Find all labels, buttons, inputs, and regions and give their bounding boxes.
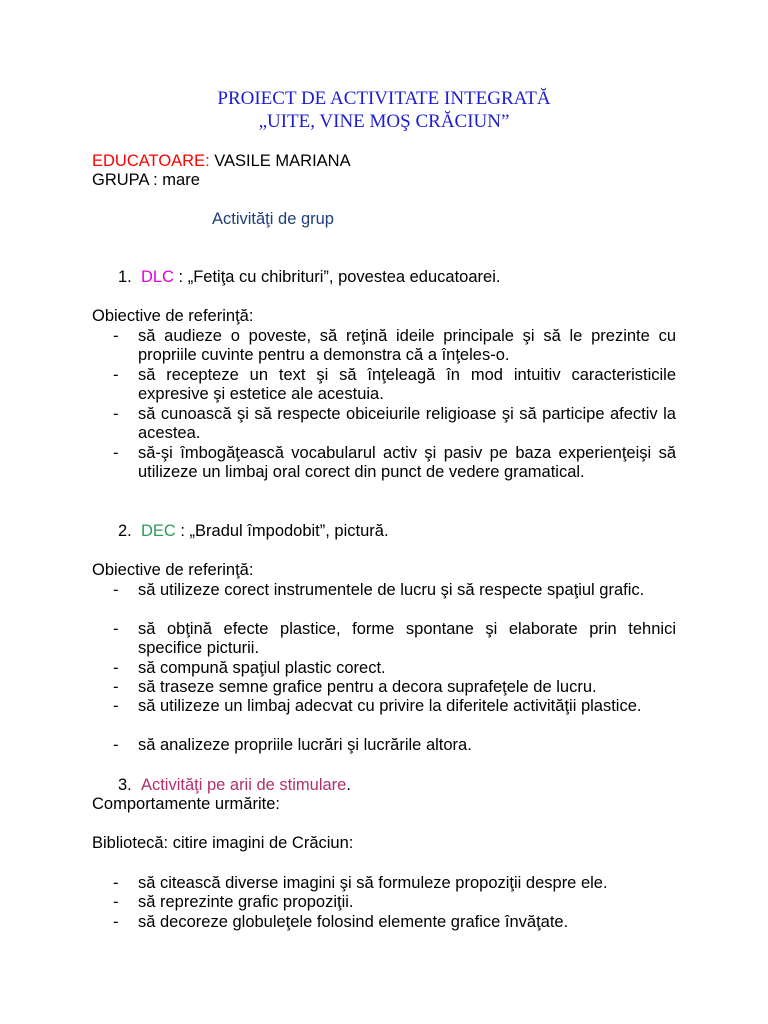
bullet-dash: - bbox=[113, 893, 119, 911]
activity-3-period: . bbox=[346, 776, 351, 794]
bullet-dash: - bbox=[113, 366, 119, 384]
activity-3-label: Activităţi pe arii de stimulare bbox=[140, 776, 347, 794]
objective-2-3: să compună spaţiul plastic corect. bbox=[138, 659, 386, 677]
objective-1-2: să recepteze un text şi să înţeleagă în mod intuitiv caracteristicile expresive şi estetice ale acestuia. bbox=[138, 366, 676, 403]
behaviours-heading: Comportamente urmărite: bbox=[92, 795, 280, 813]
objective-2-6: să analizeze propriile lucrări şi lucrările altora. bbox=[138, 736, 472, 754]
educator-line bbox=[92, 152, 351, 171]
educator-label: EDUCATOARE: bbox=[92, 152, 210, 170]
bullet-dash: - bbox=[113, 405, 119, 423]
activity-2-objectives-heading: Obiective de referinţă: bbox=[92, 561, 254, 579]
activity-3-number: 3. bbox=[118, 776, 132, 794]
objective-2-2: să obţină efecte plastice, forme spontane şi elaborate prin tehnici specifice picturii. bbox=[138, 620, 676, 657]
behaviour-3: să decoreze globuleţele folosind elemente grafice învăţate. bbox=[138, 913, 569, 931]
activity-1-objectives-heading: Obiective de referinţă: bbox=[92, 307, 254, 325]
bullet-dash: - bbox=[113, 874, 119, 892]
group-line: GRUPA : mare bbox=[92, 171, 200, 189]
activity-2-text: : „Bradul împodobit”, pictură. bbox=[175, 522, 389, 540]
bullet-dash: - bbox=[113, 678, 119, 696]
bullet-dash: - bbox=[113, 620, 119, 638]
bullet-dash: - bbox=[113, 736, 119, 754]
bullet-dash: - bbox=[113, 697, 119, 715]
activity-2-line bbox=[118, 522, 389, 541]
objective-1-3: să cunoască şi să respecte obiceiurile religioase şi să participe afectiv la acestea. bbox=[138, 405, 676, 442]
educator-name: VASILE MARIANA bbox=[209, 152, 351, 170]
activity-3-line bbox=[118, 776, 351, 795]
activity-1-number: 1. bbox=[118, 268, 132, 286]
activity-1-text: : „Fetiţa cu chibrituri”, povestea educatoarei. bbox=[173, 268, 501, 286]
objective-2-1: să utilizeze corect instrumentele de lucru şi să respecte spaţiul grafic. bbox=[138, 581, 645, 599]
bullet-dash: - bbox=[113, 913, 119, 931]
objective-2-5: să utilizeze un limbaj adecvat cu privire la diferitele activităţii plastice. bbox=[138, 697, 642, 715]
behaviour-2: să reprezinte grafic propoziţii. bbox=[138, 893, 354, 911]
objective-1-1: să audieze o poveste, să reţină ideile principale şi să le prezinte cu propriile cuvinte pentru a demonstra că a înţeles-o. bbox=[138, 327, 676, 364]
library-line: Bibliotecă: citire imagini de Crăciun: bbox=[92, 834, 354, 852]
bullet-dash: - bbox=[113, 444, 119, 462]
bullet-dash: - bbox=[113, 581, 119, 599]
activity-2-code: DEC bbox=[140, 522, 176, 540]
activity-2-number: 2. bbox=[118, 522, 132, 540]
activity-1-code: DLC bbox=[140, 268, 174, 286]
behaviour-1: să citească diverse imagini şi să formuleze propoziţii despre ele. bbox=[138, 874, 608, 892]
bullet-dash: - bbox=[113, 327, 119, 345]
activity-1-line bbox=[118, 268, 500, 287]
objective-1-4: să-şi îmbogăţească vocabularul activ şi pasiv pe baza experienţeişi să utilizeze un limbaj oral corect din punct de vedere gramatical. bbox=[138, 444, 676, 481]
project-subtitle: „UITE, VINE MOŞ CRĂCIUN” bbox=[258, 111, 510, 132]
section-title: Activităţi de grup bbox=[212, 210, 334, 228]
objective-2-4: să traseze semne grafice pentru a decora suprafeţele de lucru. bbox=[138, 678, 597, 696]
project-title: PROIECT DE ACTIVITATE INTEGRATĂ bbox=[217, 88, 551, 109]
bullet-dash: - bbox=[113, 659, 119, 677]
